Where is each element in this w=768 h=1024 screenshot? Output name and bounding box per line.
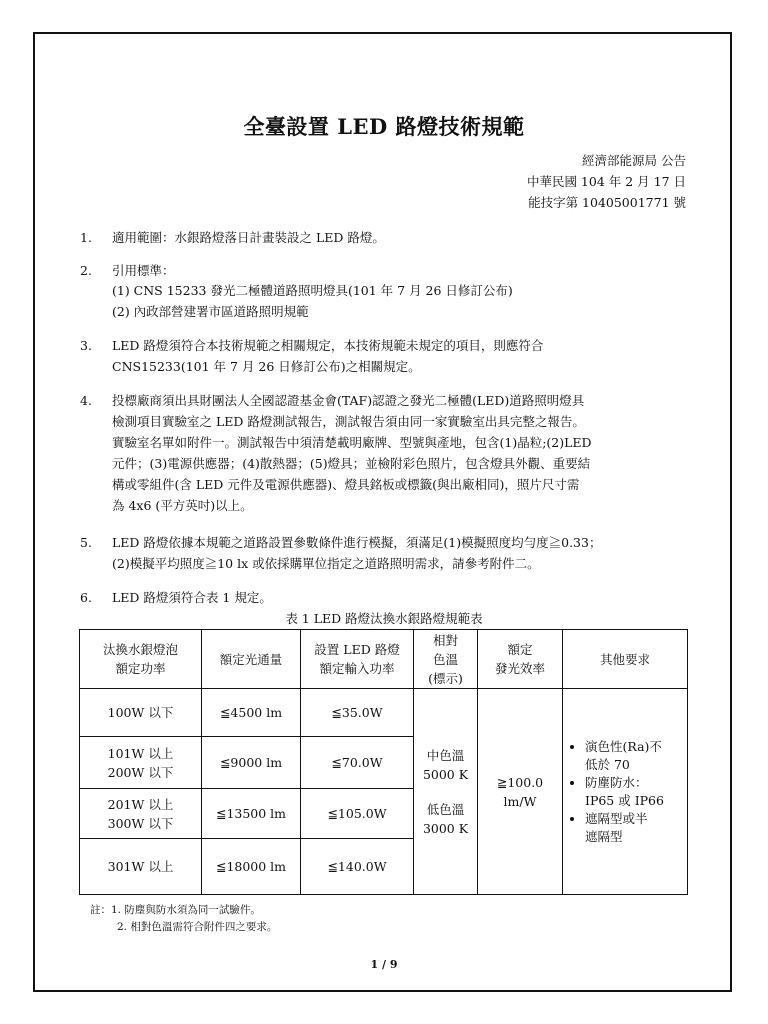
header-mercury-power: 汰換水銀燈泡 額定功率 <box>80 630 202 689</box>
header-led-input-power: 設置 LED 路燈 額定輸入功率 <box>301 630 414 689</box>
cell-cct: 中色溫 5000 K 低色溫 3000 K <box>414 689 478 895</box>
header-cct: 相對 色溫 (標示) <box>414 630 478 689</box>
clause-line: 適用範圍：水銀路燈落日計畫裝設之 LED 路燈。 <box>112 230 385 245</box>
document-number: 能技字第 10405001771 號 <box>528 195 686 210</box>
cell-mercury-power: 301W 以上 <box>80 839 202 895</box>
table-note-2: 2. 相對色溫需符合附件四之要求。 <box>117 921 278 933</box>
clause-line: 構或零組件(含 LED 元件及電源供應器)、燈具銘板或標籤(與出廠相同)，照片尺寸需 <box>112 477 580 492</box>
cell-mercury-power: 101W 以上 200W 以下 <box>80 737 202 789</box>
cell-input-power: ≦140.0W <box>301 839 414 895</box>
clause-line: 為 4x6 (平方英吋)以上。 <box>112 498 253 513</box>
cell-input-power: ≦70.0W <box>301 737 414 789</box>
clause-line: 投標廠商須出具財團法人全國認證基金會(TAF)認證之發光二極體(LED)道路照明燈具 <box>112 393 585 408</box>
clause-number: 2. <box>80 263 92 278</box>
cell-mercury-power: 100W 以下 <box>80 689 202 737</box>
clause-number: 6. <box>80 590 92 605</box>
cell-rated-lumen: ≦9000 lm <box>202 737 301 789</box>
clause-line: (2)模擬平均照度≧10 lx 或依採購單位指定之道路照明需求，請參考附件二。 <box>112 556 540 571</box>
table-note-1: 註：1. 防塵與防水須為同一試驗件。 <box>90 904 261 916</box>
table-caption: 表 1 LED 路燈汰換水銀路燈規範表 <box>285 611 483 626</box>
announcement-date: 中華民國 104 年 2 月 17 日 <box>526 174 686 189</box>
clause-number: 5. <box>80 535 92 550</box>
announcing-agency: 經濟部能源局 公告 <box>582 153 686 168</box>
requirement-item: • 防塵防水： IP65 或 IP66 <box>585 774 685 810</box>
header-other-requirements: 其他要求 <box>563 630 688 689</box>
header-efficacy: 額定 發光效率 <box>478 630 563 689</box>
cell-input-power: ≦105.0W <box>301 789 414 839</box>
clause-line: LED 路燈須符合本技術規範之相關規定，本技術規範未規定的項目，則應符合 <box>112 338 544 353</box>
clause-number: 4. <box>80 393 92 408</box>
header-rated-lumen: 額定光通量 <box>202 630 301 689</box>
table-header-row <box>80 630 688 689</box>
requirement-item: • 演色性(Ra)不 低於 70 <box>585 738 685 774</box>
clause-number: 3. <box>80 338 92 353</box>
page-number: 1 / 9 <box>370 958 398 971</box>
cell-other-requirements <box>563 689 688 895</box>
clause-number: 1. <box>80 230 92 245</box>
cell-rated-lumen: ≦18000 lm <box>202 839 301 895</box>
clause-line: CNS15233(101 年 7 月 26 日修訂公布)之相關規定。 <box>112 359 421 374</box>
document-title: 全臺設置 LED 路燈技術規範 <box>243 114 525 139</box>
clause-line: LED 路燈依據本規範之道路設置參數條件進行模擬，須滿足(1)模擬照度均勻度≧0.33； <box>112 535 602 550</box>
clause-line: LED 路燈須符合表 1 規定。 <box>112 590 272 605</box>
cell-mercury-power: 201W 以上 300W 以下 <box>80 789 202 839</box>
clause-line: 元件；(3)電源供應器；(4)散熱器；(5)燈具；並檢附彩色照片，包含燈具外觀、重要結 <box>112 456 591 471</box>
requirement-item: • 遮隔型或半 遮隔型 <box>585 810 685 846</box>
cell-input-power: ≦35.0W <box>301 689 414 737</box>
table-row <box>80 689 688 737</box>
standard-ref-1: (1) CNS 15233 發光二極體道路照明燈具(101 年 7 月 26 日修訂公布) <box>112 283 513 298</box>
standard-ref-2: (2) 內政部營建署市區道路照明規範 <box>112 304 309 319</box>
cell-efficacy: ≧100.0 lm/W <box>478 689 563 895</box>
clause-line: 實驗室名單如附件一。測試報告中須清楚載明廠牌、型號與產地，包含(1)晶粒;(2)LED <box>112 435 592 450</box>
cell-rated-lumen: ≦13500 lm <box>202 789 301 839</box>
clause-line: 檢測項目實驗室之 LED 路燈測試報告，測試報告須由同一家實驗室出具完整之報告。 <box>112 414 585 429</box>
spec-table <box>79 629 688 895</box>
clause-line: 引用標準： <box>112 263 175 278</box>
cell-rated-lumen: ≦4500 lm <box>202 689 301 737</box>
